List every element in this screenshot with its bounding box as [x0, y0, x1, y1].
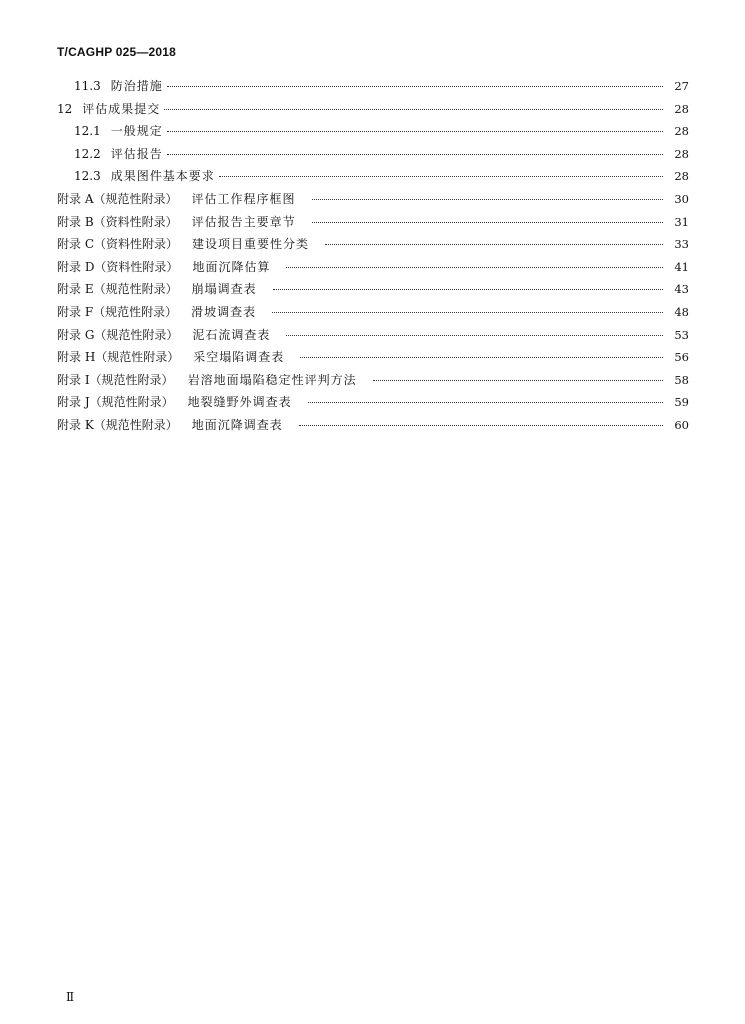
- toc-entry-page: 53: [674, 327, 689, 342]
- dot-leader: [164, 109, 663, 110]
- toc-entry-page: 43: [674, 282, 689, 297]
- dot-leader: [325, 244, 663, 245]
- toc-entry-label: [57, 303, 256, 320]
- toc-entry-title: 崩塌调查表: [191, 282, 257, 297]
- dot-leader: [286, 335, 663, 336]
- toc-annex-entry[interactable]: [57, 416, 689, 439]
- toc-annex-entry[interactable]: [57, 393, 689, 416]
- toc-entry-label: [74, 122, 163, 139]
- dot-leader: [308, 402, 663, 403]
- toc-entry-title: 滑坡调查表: [191, 304, 257, 319]
- toc-annex-entry[interactable]: [57, 235, 689, 258]
- toc-entry-title: 泥石流调查表: [192, 327, 271, 342]
- dot-leader: [167, 131, 663, 132]
- toc-entry-title: 评估成果提交: [82, 101, 161, 116]
- toc-entry-page: 28: [674, 124, 689, 139]
- toc-entry-title: 成果图件基本要求: [110, 169, 215, 184]
- toc-entry-number: 12.3: [74, 169, 101, 184]
- toc-entry-title: 地裂缝野外调查表: [187, 395, 292, 410]
- toc-entry-label: [57, 348, 284, 365]
- toc-annex-entry[interactable]: [57, 190, 689, 213]
- toc-entry-page: 31: [674, 214, 689, 229]
- toc-entry-title: 地面沉降估算: [192, 259, 271, 274]
- document-id: T/CAGHP 025—2018: [57, 45, 177, 59]
- table-of-contents: [57, 77, 689, 439]
- toc-entry-page: 28: [674, 101, 689, 116]
- toc-entry-title: 一般规定: [110, 124, 163, 139]
- toc-entry-title: 评估工作程序框图: [191, 191, 296, 206]
- dot-leader: [299, 425, 663, 426]
- annex-prefix: 附录 K（规范性附录）: [57, 417, 178, 432]
- toc-entry-page: 56: [674, 350, 689, 365]
- toc-entry-title: 评估报告主要章节: [191, 214, 296, 229]
- toc-entry-label: [57, 258, 270, 275]
- toc-entry-title: 采空塌陷调查表: [193, 350, 285, 365]
- dot-leader: [167, 86, 663, 87]
- toc-annex-entry[interactable]: [57, 258, 689, 281]
- annex-prefix: 附录 H（规范性附录）: [57, 350, 180, 365]
- toc-entry-number: 12: [57, 101, 73, 116]
- toc-entry-page: 30: [674, 191, 689, 206]
- page-number: Ⅱ: [66, 990, 75, 1004]
- toc-entry-title: 地面沉降调查表: [191, 417, 283, 432]
- toc-entry-page: 28: [674, 146, 689, 161]
- toc-entry[interactable]: [57, 100, 689, 123]
- annex-prefix: 附录 F（规范性附录）: [57, 304, 178, 319]
- dot-leader: [272, 312, 663, 313]
- toc-entry-title: 建设项目重要性分类: [192, 237, 310, 252]
- toc-entry-number: 11.3: [74, 79, 101, 93]
- dot-leader: [300, 357, 663, 358]
- dot-leader: [286, 267, 663, 268]
- toc-entry-page: 41: [674, 259, 689, 274]
- toc-entry-page: 33: [674, 237, 689, 252]
- toc-entry-page: 48: [674, 304, 689, 319]
- toc-entry-label: [57, 100, 160, 117]
- toc-entry[interactable]: [57, 145, 689, 168]
- toc-entry-label: [74, 167, 215, 184]
- annex-prefix: 附录 C（资料性附录）: [57, 237, 178, 252]
- toc-entry-number: 12.2: [74, 146, 101, 161]
- toc-annex-entry[interactable]: [57, 371, 689, 394]
- dot-leader: [219, 176, 663, 177]
- toc-entry[interactable]: [57, 167, 689, 190]
- annex-prefix: 附录 I（规范性附录）: [57, 372, 174, 387]
- dot-leader: [312, 222, 663, 223]
- toc-entry-label: [57, 280, 257, 297]
- annex-prefix: 附录 E（规范性附录）: [57, 282, 178, 297]
- annex-prefix: 附录 B（资料性附录）: [57, 214, 178, 229]
- toc-entry-label: [57, 190, 296, 207]
- toc-entry-label: [57, 393, 292, 410]
- toc-entry-label: [74, 145, 163, 162]
- toc-annex-entry[interactable]: [57, 213, 689, 236]
- toc-entry-number: 12.1: [74, 124, 101, 139]
- toc-entry-label: [57, 416, 283, 433]
- toc-entry-label: [57, 371, 357, 388]
- toc-entry-page: 58: [674, 372, 689, 387]
- annex-prefix: 附录 J（规范性附录）: [57, 395, 174, 410]
- toc-entry-label: [57, 213, 296, 230]
- toc-entry-title: 岩溶地面塌陷稳定性评判方法: [187, 372, 357, 387]
- toc-entry-label: [57, 326, 270, 343]
- toc-annex-entry[interactable]: [57, 326, 689, 349]
- toc-entry-page: 60: [674, 417, 689, 432]
- dot-leader: [312, 199, 664, 200]
- dot-leader: [373, 380, 663, 381]
- toc-entry-title: 评估报告: [110, 146, 163, 161]
- annex-prefix: 附录 A（规范性附录）: [57, 191, 178, 206]
- toc-annex-entry[interactable]: [57, 280, 689, 303]
- annex-prefix: 附录 D（资料性附录）: [57, 259, 179, 274]
- toc-entry[interactable]: [57, 77, 689, 100]
- toc-entry-label: [57, 235, 309, 252]
- toc-entry-page: 28: [674, 169, 689, 184]
- toc-entry[interactable]: [57, 122, 689, 145]
- dot-leader: [273, 289, 663, 290]
- toc-entry-page: 27: [674, 79, 689, 93]
- toc-entry-title: 防治措施: [110, 79, 163, 93]
- toc-entry-label: [74, 77, 163, 94]
- toc-annex-entry[interactable]: [57, 303, 689, 326]
- dot-leader: [167, 154, 663, 155]
- annex-prefix: 附录 G（规范性附录）: [57, 327, 179, 342]
- toc-entry-page: 59: [674, 395, 689, 410]
- toc-annex-entry[interactable]: [57, 348, 689, 371]
